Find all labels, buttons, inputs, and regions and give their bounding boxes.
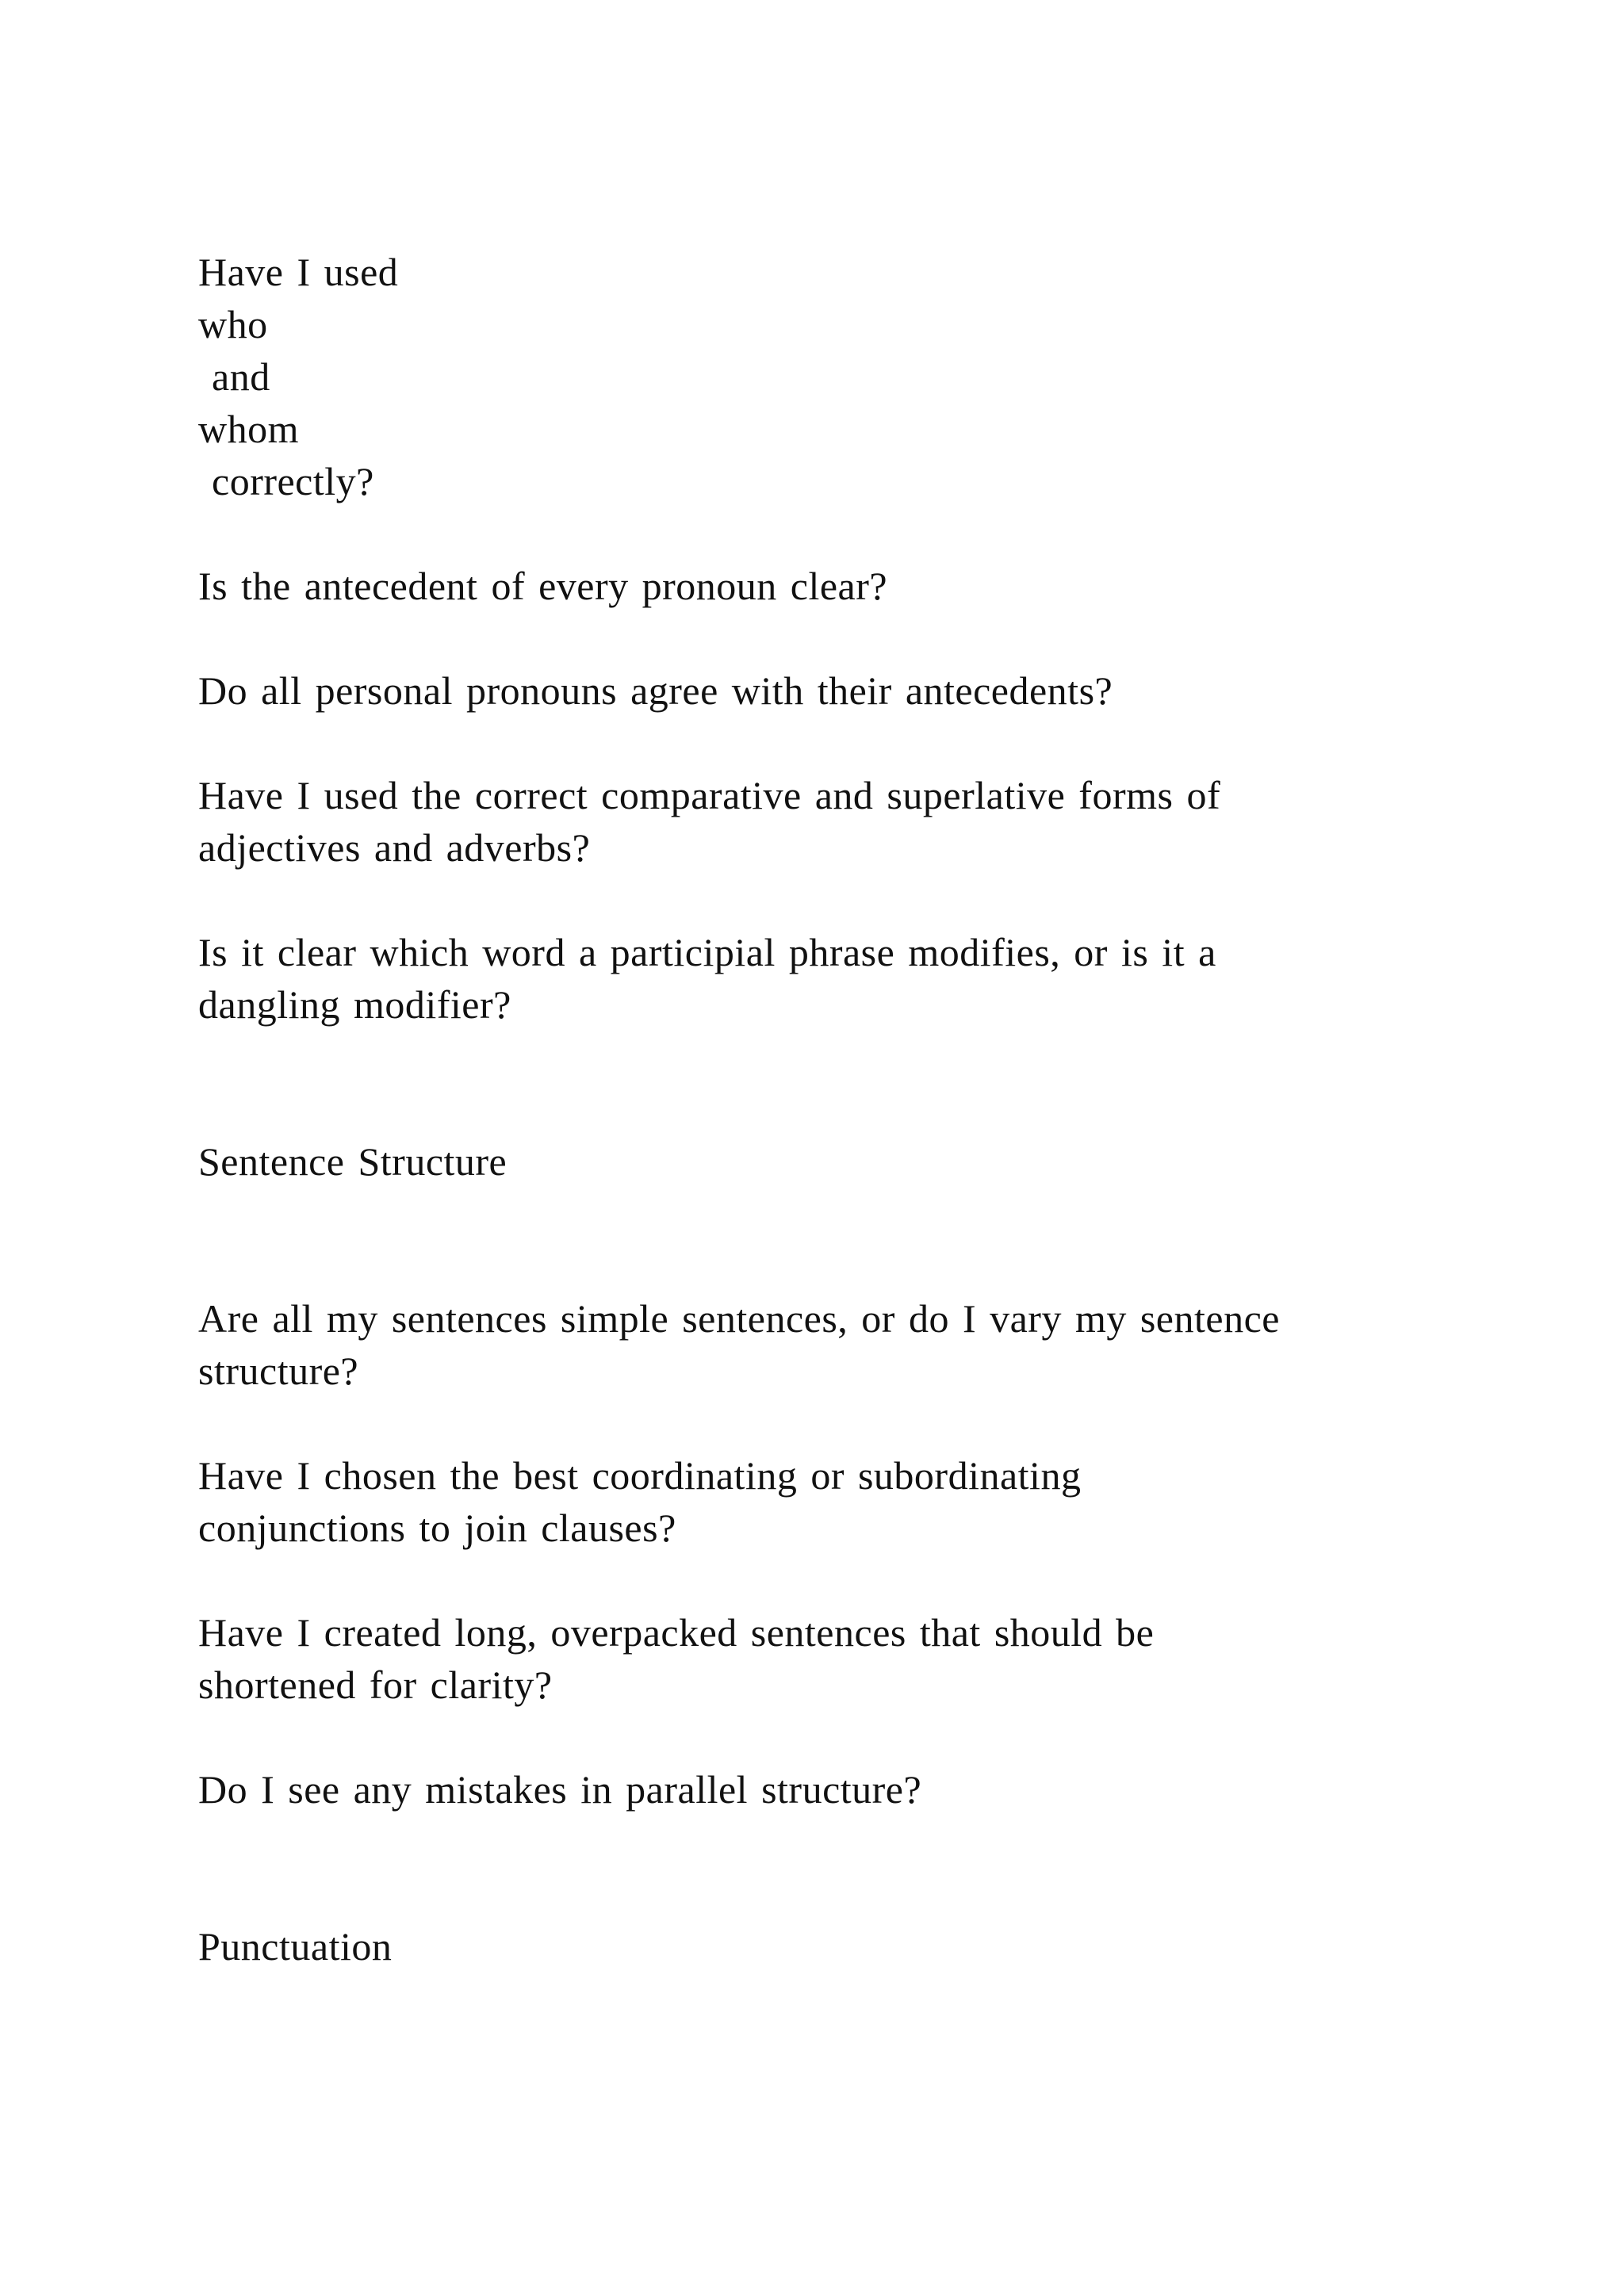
spacer bbox=[198, 1031, 1451, 1135]
spacer bbox=[198, 1397, 1451, 1449]
section-heading-punctuation: Punctuation bbox=[198, 1924, 393, 1969]
spacer bbox=[198, 1188, 1451, 1292]
intro-line: and bbox=[198, 354, 270, 399]
section-heading-sentence-structure: Sentence Structure bbox=[198, 1139, 508, 1184]
intro-question bbox=[198, 246, 1451, 507]
checklist-question: Have I used the correct comparative and superlative forms of adjectives and adverbs? bbox=[198, 773, 1221, 870]
checklist-question: Is the antecedent of every pronoun clear? bbox=[198, 564, 888, 608]
intro-line: correctly? bbox=[198, 459, 374, 503]
intro-line: who bbox=[198, 302, 268, 346]
spacer bbox=[198, 612, 1451, 664]
spacer bbox=[198, 1816, 1451, 1920]
spacer bbox=[198, 874, 1451, 926]
spacer bbox=[198, 717, 1451, 769]
checklist-question: Is it clear which word a participial phrase modifies, or is it a dangling modifier? bbox=[198, 930, 1216, 1027]
spacer bbox=[198, 507, 1451, 560]
spacer bbox=[198, 1554, 1451, 1606]
spacer bbox=[198, 1711, 1451, 1763]
checklist-question: Are all my sentences simple sentences, or do I vary my sentence structure? bbox=[198, 1296, 1280, 1393]
intro-line: whom bbox=[198, 407, 299, 451]
checklist-question: Do I see any mistakes in parallel structure? bbox=[198, 1767, 922, 1812]
document-body bbox=[198, 246, 1451, 1973]
checklist-question: Do all personal pronouns agree with their antecedents? bbox=[198, 668, 1113, 713]
checklist-question: Have I created long, overpacked sentences that should be shortened for clarity? bbox=[198, 1610, 1155, 1707]
intro-line: Have I used bbox=[198, 250, 399, 294]
checklist-question: Have I chosen the best coordinating or subordinating conjunctions to join clauses? bbox=[198, 1453, 1082, 1550]
